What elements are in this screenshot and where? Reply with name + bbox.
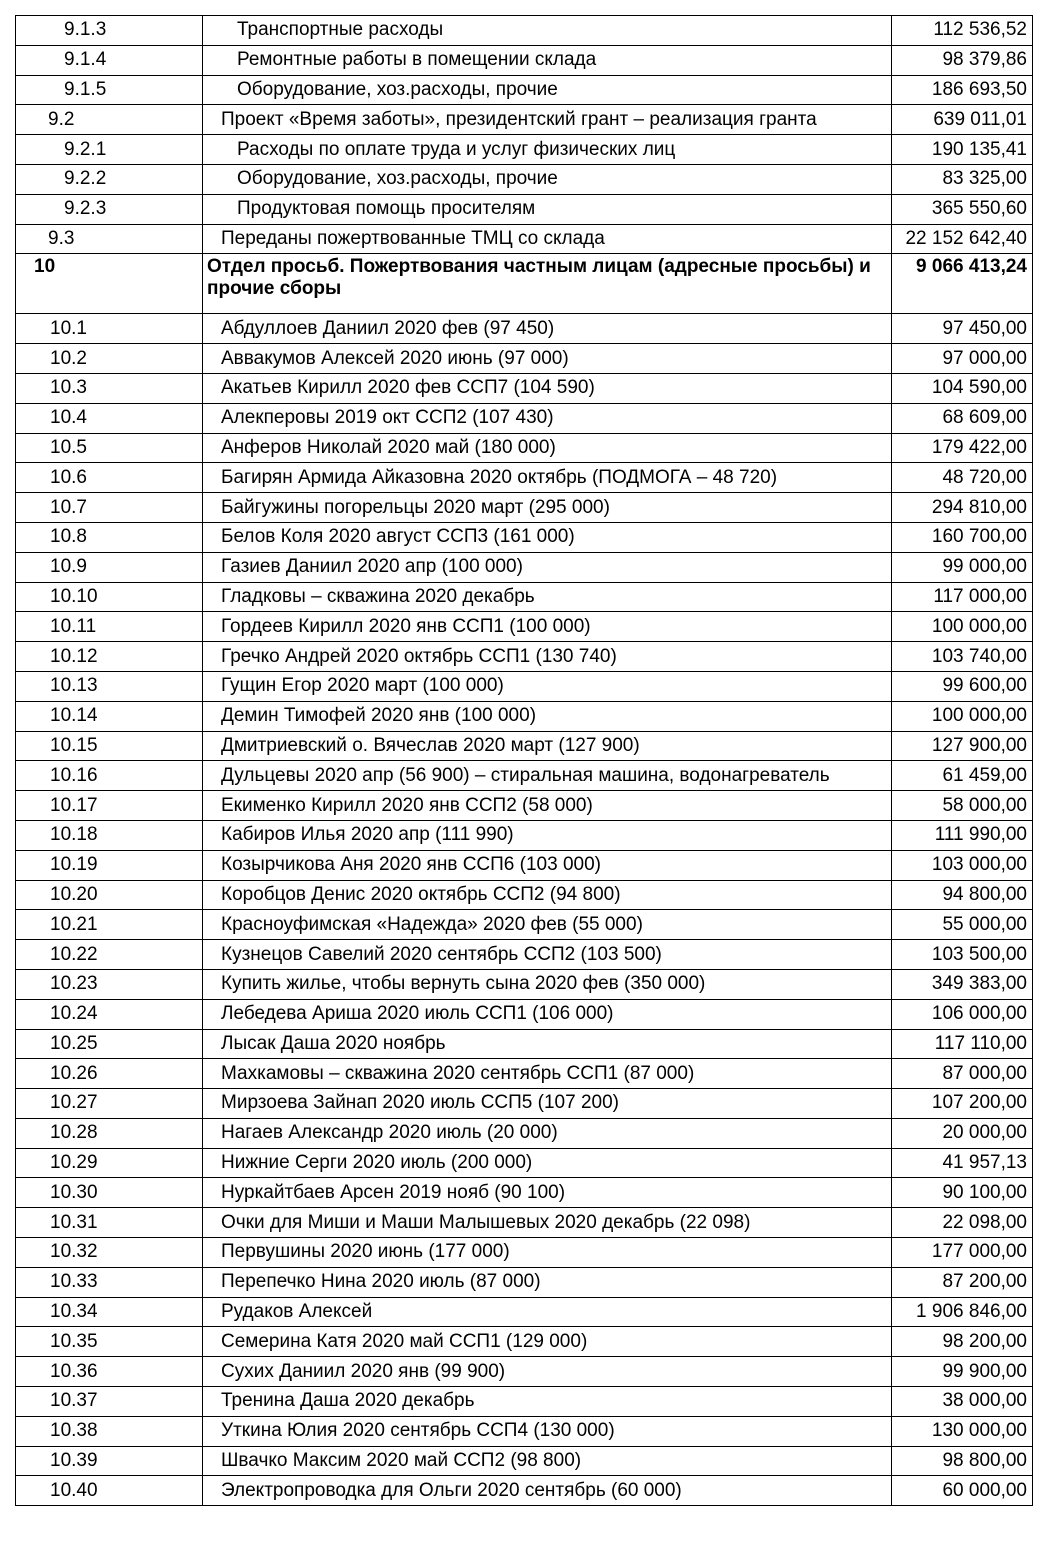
row-description: Дмитриевский о. Вячеслав 2020 март (127 900) <box>203 731 892 761</box>
row-amount: 349 383,00 <box>892 969 1033 999</box>
table-row <box>16 1059 1033 1089</box>
table-row <box>16 1476 1033 1506</box>
row-number: 10.40 <box>16 1476 203 1506</box>
row-description: Лебедева Ариша 2020 июль ССП1 (106 000) <box>203 999 892 1029</box>
row-description: Козырчикова Аня 2020 янв ССП6 (103 000) <box>203 850 892 880</box>
table-row <box>16 403 1033 433</box>
table-row <box>16 164 1033 194</box>
row-number: 10.27 <box>16 1089 203 1119</box>
table-row <box>16 1387 1033 1417</box>
row-number: 10.7 <box>16 493 203 523</box>
row-amount: 48 720,00 <box>892 463 1033 493</box>
row-description: Купить жилье, чтобы вернуть сына 2020 фев (350 000) <box>203 969 892 999</box>
row-description: Ремонтные работы в помещении склада <box>203 45 892 75</box>
table-row <box>16 135 1033 165</box>
table-row <box>16 1118 1033 1148</box>
row-description: Байгужины погорельцы 2020 март (295 000) <box>203 493 892 523</box>
row-amount: 103 740,00 <box>892 642 1033 672</box>
row-amount: 99 900,00 <box>892 1357 1033 1387</box>
table-row <box>16 850 1033 880</box>
row-number: 9.3 <box>16 224 203 254</box>
row-amount: 112 536,52 <box>892 16 1033 46</box>
table-row <box>16 761 1033 791</box>
table-row <box>16 999 1033 1029</box>
row-number: 10.23 <box>16 969 203 999</box>
row-amount: 99 000,00 <box>892 552 1033 582</box>
row-amount: 639 011,01 <box>892 105 1033 135</box>
table-row <box>16 940 1033 970</box>
row-number: 10.16 <box>16 761 203 791</box>
table-row <box>16 642 1033 672</box>
row-amount: 22 152 642,40 <box>892 224 1033 254</box>
table-row <box>16 1208 1033 1238</box>
row-description: Семерина Катя 2020 май ССП1 (129 000) <box>203 1327 892 1357</box>
row-description: Аввакумов Алексей 2020 июнь (97 000) <box>203 344 892 374</box>
row-amount: 103 000,00 <box>892 850 1033 880</box>
table-row <box>16 194 1033 224</box>
table-row <box>16 701 1033 731</box>
table-row <box>16 314 1033 344</box>
row-number: 10.8 <box>16 522 203 552</box>
table-body-bottom <box>16 314 1033 1506</box>
table-row <box>16 1327 1033 1357</box>
row-amount: 83 325,00 <box>892 164 1033 194</box>
table-row <box>16 612 1033 642</box>
row-number: 10.19 <box>16 850 203 880</box>
row-amount: 294 810,00 <box>892 493 1033 523</box>
row-number: 10.21 <box>16 910 203 940</box>
row-number: 10.1 <box>16 314 203 344</box>
table-row <box>16 910 1033 940</box>
row-number: 9.2.1 <box>16 135 203 165</box>
row-amount: 22 098,00 <box>892 1208 1033 1238</box>
row-number: 9.2 <box>16 105 203 135</box>
row-amount: 87 000,00 <box>892 1059 1033 1089</box>
row-amount: 55 000,00 <box>892 910 1033 940</box>
row-number: 10.4 <box>16 403 203 433</box>
table-row <box>16 1178 1033 1208</box>
table-row <box>16 1238 1033 1268</box>
table-row <box>16 45 1033 75</box>
row-number: 10.12 <box>16 642 203 672</box>
table-row <box>16 791 1033 821</box>
row-description: Оборудование, хоз.расходы, прочие <box>203 164 892 194</box>
row-description: Переданы пожертвованные ТМЦ со склада <box>203 224 892 254</box>
row-number: 10.13 <box>16 671 203 701</box>
table-row <box>16 969 1033 999</box>
row-amount: 1 906 846,00 <box>892 1297 1033 1327</box>
row-number: 10.5 <box>16 433 203 463</box>
section-row <box>16 254 1033 314</box>
row-amount: 60 000,00 <box>892 1476 1033 1506</box>
row-description: Абдуллоев Даниил 2020 фев (97 450) <box>203 314 892 344</box>
row-number: 10.6 <box>16 463 203 493</box>
row-description: Проект «Время заботы», президентский грант – реализация гранта <box>203 105 892 135</box>
row-amount: 38 000,00 <box>892 1387 1033 1417</box>
row-amount: 98 379,86 <box>892 45 1033 75</box>
row-number: 10.33 <box>16 1267 203 1297</box>
row-amount: 177 000,00 <box>892 1238 1033 1268</box>
row-description: Гречко Андрей 2020 октябрь ССП1 (130 740) <box>203 642 892 672</box>
row-number: 10.24 <box>16 999 203 1029</box>
row-number: 10.22 <box>16 940 203 970</box>
expense-table <box>15 15 1033 1506</box>
row-amount: 100 000,00 <box>892 701 1033 731</box>
table-row <box>16 1029 1033 1059</box>
table-row <box>16 224 1033 254</box>
row-description: Нагаев Александр 2020 июль (20 000) <box>203 1118 892 1148</box>
row-amount: 99 600,00 <box>892 671 1033 701</box>
row-amount: 190 135,41 <box>892 135 1033 165</box>
row-description: Мирзоева Зайнап 2020 июль ССП5 (107 200) <box>203 1089 892 1119</box>
row-amount: 130 000,00 <box>892 1416 1033 1446</box>
row-amount: 104 590,00 <box>892 373 1033 403</box>
row-number: 10.25 <box>16 1029 203 1059</box>
table-row <box>16 1357 1033 1387</box>
table-row <box>16 731 1033 761</box>
row-number: 10.30 <box>16 1178 203 1208</box>
table-row <box>16 880 1033 910</box>
row-description: Перепечко Нина 2020 июль (87 000) <box>203 1267 892 1297</box>
section-title: Отдел просьб. Пожертвования частным лицам (адресные просьбы) и прочие сборы <box>203 254 892 314</box>
row-description: Сухих Даниил 2020 янв (99 900) <box>203 1357 892 1387</box>
row-amount: 98 800,00 <box>892 1446 1033 1476</box>
row-number: 9.1.5 <box>16 75 203 105</box>
row-description: Алекперовы 2019 окт ССП2 (107 430) <box>203 403 892 433</box>
row-number: 10.31 <box>16 1208 203 1238</box>
table-row <box>16 671 1033 701</box>
row-description: Гущин Егор 2020 март (100 000) <box>203 671 892 701</box>
row-description: Багирян Армида Айказовна 2020 октябрь (ПОДМОГА – 48 720) <box>203 463 892 493</box>
row-description: Нуркайтбаев Арсен 2019 нояб (90 100) <box>203 1178 892 1208</box>
row-description: Тренина Даша 2020 декабрь <box>203 1387 892 1417</box>
row-amount: 111 990,00 <box>892 820 1033 850</box>
row-description: Рудаков Алексей <box>203 1297 892 1327</box>
row-description: Красноуфимская «Надежда» 2020 фев (55 000) <box>203 910 892 940</box>
row-description: Первушины 2020 июнь (177 000) <box>203 1238 892 1268</box>
table-row <box>16 820 1033 850</box>
table-row <box>16 1089 1033 1119</box>
row-amount: 117 110,00 <box>892 1029 1033 1059</box>
row-description: Кабиров Илья 2020 апр (111 990) <box>203 820 892 850</box>
row-number: 9.1.4 <box>16 45 203 75</box>
row-description: Транспортные расходы <box>203 16 892 46</box>
row-amount: 186 693,50 <box>892 75 1033 105</box>
row-description: Швачко Максим 2020 май ССП2 (98 800) <box>203 1446 892 1476</box>
row-number: 10.10 <box>16 582 203 612</box>
row-number: 10.37 <box>16 1387 203 1417</box>
row-number: 10.36 <box>16 1357 203 1387</box>
row-number: 10.39 <box>16 1446 203 1476</box>
table-row <box>16 433 1033 463</box>
row-amount: 106 000,00 <box>892 999 1033 1029</box>
row-description: Гордеев Кирилл 2020 янв ССП1 (100 000) <box>203 612 892 642</box>
row-amount: 117 000,00 <box>892 582 1033 612</box>
row-number: 10.9 <box>16 552 203 582</box>
table-row <box>16 1416 1033 1446</box>
row-description: Электропроводка для Ольги 2020 сентябрь (60 000) <box>203 1476 892 1506</box>
table-row <box>16 582 1033 612</box>
row-number: 10.28 <box>16 1118 203 1148</box>
row-amount: 160 700,00 <box>892 522 1033 552</box>
row-description: Нижние Серги 2020 июль (200 000) <box>203 1148 892 1178</box>
row-number: 10.29 <box>16 1148 203 1178</box>
row-description: Расходы по оплате труда и услуг физических лиц <box>203 135 892 165</box>
row-number: 10.38 <box>16 1416 203 1446</box>
table-row <box>16 463 1033 493</box>
row-description: Оборудование, хоз.расходы, прочие <box>203 75 892 105</box>
row-amount: 97 450,00 <box>892 314 1033 344</box>
table-row <box>16 75 1033 105</box>
row-description: Анферов Николай 2020 май (180 000) <box>203 433 892 463</box>
row-amount: 98 200,00 <box>892 1327 1033 1357</box>
row-amount: 58 000,00 <box>892 791 1033 821</box>
row-description: Екименко Кирилл 2020 янв ССП2 (58 000) <box>203 791 892 821</box>
table-row <box>16 493 1033 523</box>
row-description: Очки для Миши и Маши Малышевых 2020 декабрь (22 098) <box>203 1208 892 1238</box>
row-description: Продуктовая помощь просителям <box>203 194 892 224</box>
row-amount: 87 200,00 <box>892 1267 1033 1297</box>
row-description: Лысак Даша 2020 ноябрь <box>203 1029 892 1059</box>
row-number: 10.11 <box>16 612 203 642</box>
row-amount: 127 900,00 <box>892 731 1033 761</box>
section-total: 9 066 413,24 <box>892 254 1033 314</box>
table-row <box>16 373 1033 403</box>
row-description: Газиев Даниил 2020 апр (100 000) <box>203 552 892 582</box>
row-amount: 179 422,00 <box>892 433 1033 463</box>
table-row <box>16 1297 1033 1327</box>
table-row <box>16 522 1033 552</box>
row-number: 9.2.3 <box>16 194 203 224</box>
table-row <box>16 16 1033 46</box>
row-amount: 20 000,00 <box>892 1118 1033 1148</box>
row-number: 10.20 <box>16 880 203 910</box>
section-header <box>16 254 1033 314</box>
row-number: 10.15 <box>16 731 203 761</box>
table-row <box>16 1148 1033 1178</box>
table-row <box>16 1267 1033 1297</box>
row-description: Махкамовы – скважина 2020 сентябрь ССП1 (87 000) <box>203 1059 892 1089</box>
row-number: 10.32 <box>16 1238 203 1268</box>
row-number: 10.17 <box>16 791 203 821</box>
row-amount: 365 550,60 <box>892 194 1033 224</box>
row-amount: 41 957,13 <box>892 1148 1033 1178</box>
table-row <box>16 552 1033 582</box>
row-description: Белов Коля 2020 август ССП3 (161 000) <box>203 522 892 552</box>
row-number: 10.3 <box>16 373 203 403</box>
row-amount: 94 800,00 <box>892 880 1033 910</box>
row-description: Гладковы – скважина 2020 декабрь <box>203 582 892 612</box>
expense-report-table <box>15 15 1033 1506</box>
row-description: Акатьев Кирилл 2020 фев ССП7 (104 590) <box>203 373 892 403</box>
row-amount: 103 500,00 <box>892 940 1033 970</box>
row-amount: 97 000,00 <box>892 344 1033 374</box>
table-row <box>16 344 1033 374</box>
table-row <box>16 1446 1033 1476</box>
row-number: 9.1.3 <box>16 16 203 46</box>
row-number: 10.14 <box>16 701 203 731</box>
row-description: Кузнецов Савелий 2020 сентябрь ССП2 (103 500) <box>203 940 892 970</box>
row-number: 10.18 <box>16 820 203 850</box>
row-description: Демин Тимофей 2020 янв (100 000) <box>203 701 892 731</box>
table-row <box>16 105 1033 135</box>
section-number: 10 <box>16 254 203 314</box>
row-number: 10.2 <box>16 344 203 374</box>
row-number: 9.2.2 <box>16 164 203 194</box>
row-description: Уткина Юлия 2020 сентябрь ССП4 (130 000) <box>203 1416 892 1446</box>
row-amount: 100 000,00 <box>892 612 1033 642</box>
row-amount: 68 609,00 <box>892 403 1033 433</box>
row-description: Дульцевы 2020 апр (56 900) – стиральная машина, водонагреватель <box>203 761 892 791</box>
row-number: 10.34 <box>16 1297 203 1327</box>
table-body-top <box>16 16 1033 254</box>
row-amount: 107 200,00 <box>892 1089 1033 1119</box>
row-amount: 90 100,00 <box>892 1178 1033 1208</box>
row-amount: 61 459,00 <box>892 761 1033 791</box>
row-number: 10.26 <box>16 1059 203 1089</box>
row-description: Коробцов Денис 2020 октябрь ССП2 (94 800) <box>203 880 892 910</box>
row-number: 10.35 <box>16 1327 203 1357</box>
